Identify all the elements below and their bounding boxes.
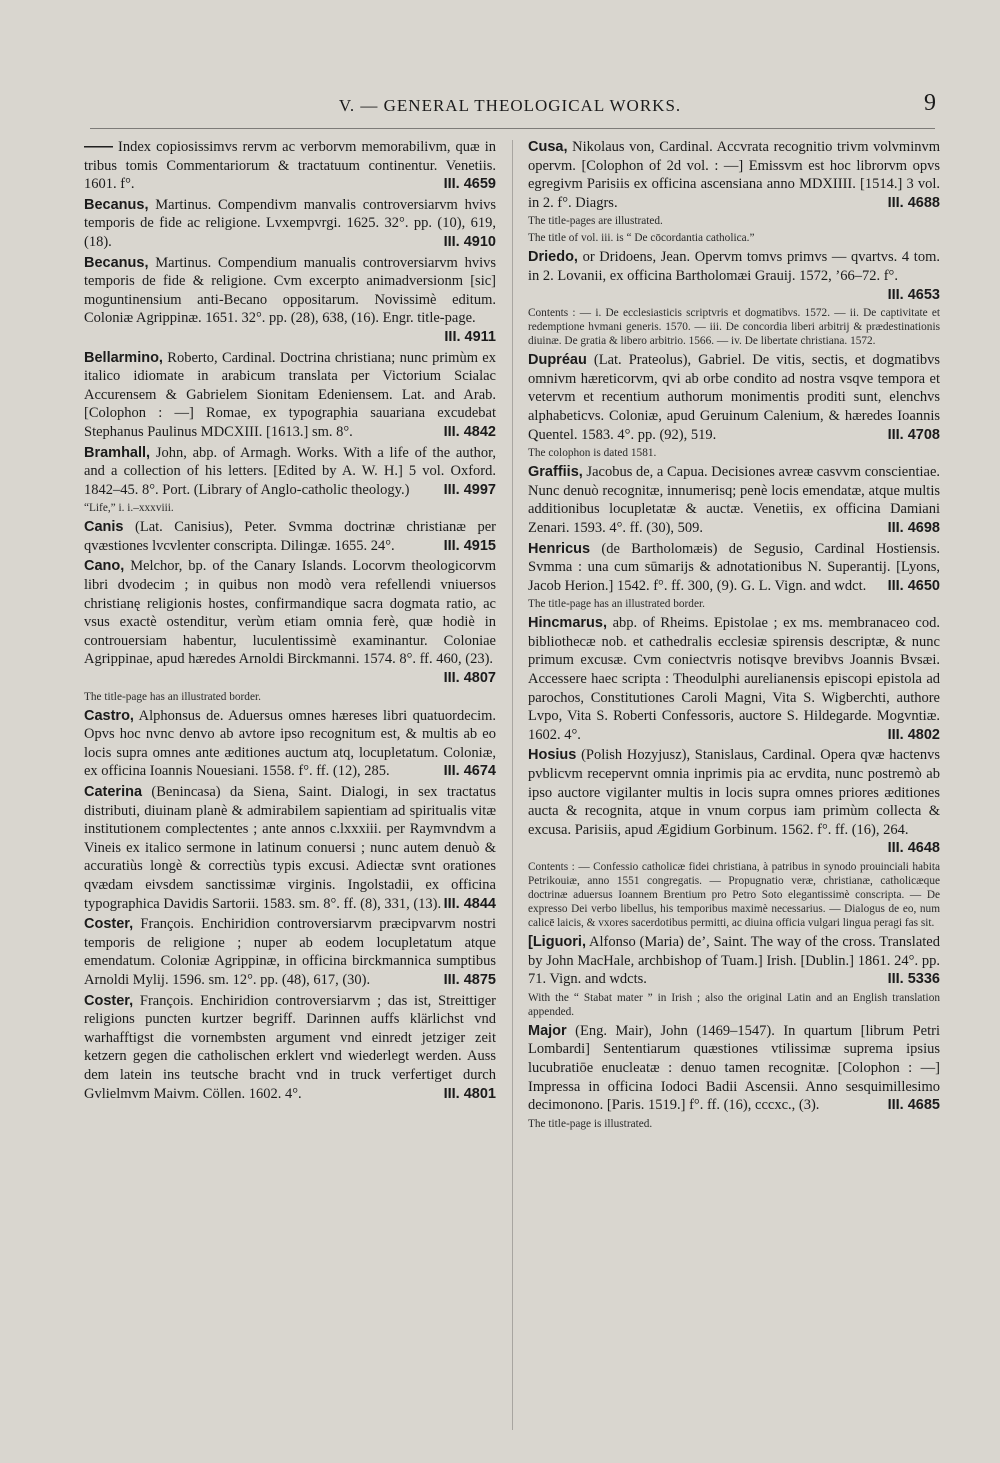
entry-heading: Becanus, <box>84 196 149 213</box>
entry-heading: Driedo, <box>528 249 578 266</box>
catalog-entry <box>528 1022 940 1115</box>
catalog-entry <box>528 933 940 989</box>
shelf-reference: III. 4875 <box>443 971 496 988</box>
shelf-reference: III. 4842 <box>443 423 496 440</box>
entry-heading: Coster, <box>84 992 134 1009</box>
shelf-reference: III. 4708 <box>887 426 940 443</box>
entry-text: Martinus. Compendivm manvalis controversiarvm hvivs temporis de fide ac religione. Lvxempvrgi. 1625. 32°. pp. (10), 619, (18). <box>84 196 496 250</box>
catalog-entry <box>528 351 940 444</box>
entry-text: (Eng. Mair), John (1469–1547). In quartum [librum Petri Lombardi] Sententiarum quæstiones vtilissimæ suprema ipsius lucubratiōe enucleatæ : denuo tamen recognitæ. [Colophon : —] Impressa in officina Iodoci Badii Ascensii. Anno sesquimillesimo decimonono. [Paris. 1519.] f°. ff. (16), cccxc., (3). <box>528 1022 940 1114</box>
entry-heading: Caterina <box>84 784 143 800</box>
catalog-entry <box>84 196 496 252</box>
entry-heading: Dupréau <box>528 352 587 369</box>
entry-text: Roberto, Cardinal. Doctrina christiana; nunc primùm ex italico idiomate in arabicum translata per Victorium Scialac Accurensem & Gabrielem Sionitam Edeniensem. Lat. and Arab. [Colophon : —] Romae, ex typographia sauariana excudebat Stephanus Paulinus MDCXIII. [1613.] sm. 8°. <box>84 349 496 440</box>
catalog-entry <box>528 746 940 858</box>
shelf-reference: III. 4648 <box>887 840 940 857</box>
entry-text: Alphonsus de. Aduersus omnes hæreses libri quatuordecim. Opvs hoc nvnc denvo ab avtore ipso recognitum est, & multis ab eo locis supra omnes ante æditiones auctum atq, locupletatum. Coloniæ, ex officina Ioannis Nouesiani. 1558. f°. ff. (12), 285. <box>84 707 496 780</box>
catalog-entry <box>528 138 940 212</box>
shelf-reference: III. 4997 <box>443 481 496 498</box>
catalog-entry <box>528 614 940 744</box>
right-column <box>528 138 940 1438</box>
catalog-note: Contents : — Confessio catholicæ fidei christiana, à patribus in synodo prouinciali habita Petrikouiæ, anno 1551 congregatis. — Propugnatio veræ, christianæ, catholicæque doctrinæ aduersus Ioannem Brentium pro Petro Soto elegantissimè conscripta. — De expresso Dei verbo libellus, his temporibus maximè necessarius. — Dialogus de eo, num calicē laicis, & vxores sacerdotibus permitti, ac diuina officia vulgari lingua peragi fas sit. <box>528 861 940 929</box>
shelf-reference: III. 4915 <box>443 537 496 554</box>
entry-text: abp. of Rheims. Epistolae ; ex ms. membranaceo cod. bibliothecæ nob. et cathedralis ecclesiæ spirensis descriptæ, & nunc primum excusæ. Cvm coniectvris notisqve brevibvs Joannis Bvsæi. Accessere haec scripta : Theodulphi aurelianensis episcopi epistola ad parochos, Constitutiones Caroli Magni, Vita S. Wigberchti, authore Lvpo, Vita S. Roberti Confessoris, auctore S. Hildegarde. Mogvntiæ. 1602. 4°. <box>528 615 940 743</box>
entry-heading: Cusa, <box>528 139 568 155</box>
catalog-entry <box>84 915 496 989</box>
column-divider <box>512 140 513 1430</box>
catalog-entry <box>84 992 496 1104</box>
entry-heading: Castro, <box>84 707 134 724</box>
entry-heading: Bramhall, <box>84 444 151 461</box>
header-rule <box>90 128 935 129</box>
entry-text: (de Bartholomæis) de Segusio, Cardinal Hostiensis. Svmma : una cum sūmarijs & adnotationibus N. Superantij. [Lyons, Jacob Herion.] 1542. f°. ff. 300, (9). G. L. Vign. and wdct. <box>528 540 940 594</box>
entry-heading: Becanus, <box>84 254 149 271</box>
entry-text: Melchor, bp. of the Canary Islands. Locorvm theologicorvm libri dvodecim ; in quibus non modò vera refellendi vniuersos christianę religionis hostes, confirmandique sacra dogmata ratio, ac vsus exactè ostenditur, verùm etiam omnia ferè, quæ hodiè in controuersiam habentur, luculentissimè examinantur. Coloniae Agrippinae, apud hæredes Arnoldi Birckmanni. 1574. 8°. ff. 460, (23). <box>84 558 496 668</box>
shelf-reference: III. 4910 <box>443 233 496 250</box>
catalog-entry <box>84 783 496 913</box>
catalog-note: With the “ Stabat mater ” in Irish ; also the original Latin and an English translation appended. <box>528 991 940 1018</box>
shelf-reference: III. 4659 <box>443 176 496 193</box>
entry-heading: Hosius <box>528 747 577 764</box>
catalog-entry <box>84 707 496 781</box>
entry-heading: Graffiis, <box>528 464 583 481</box>
catalog-entry <box>528 463 940 537</box>
left-column <box>84 138 496 1438</box>
page-number: 9 <box>924 90 936 116</box>
catalog-entry <box>528 248 940 304</box>
catalog-note: “Life,” i. i.–xxxviii. <box>84 502 174 515</box>
entry-text: (Benincasa) da Siena, Saint. Dialogi, in sex tractatus distributi, diuinam planè & admirabilem sapientiam ad spiritualis vitæ institutionem complectentes ; ante annos c.lxxxiii. per Raymvndvm a Vineis ex italico sermone in latinum conuersi ; nunc autem denuò & accuratiùs longè & correctiùs typis excusi. Adiectæ svnt orationes qvædam eivsdem sanctissimæ virginis. Ingolstadii, ex officina typographica Davidis Sartorii. 1583. sm. 8°. ff. (8), 331, (13). <box>84 784 496 912</box>
entry-text: or Dridoens, Jean. Opervm tomvs primvs — qvartvs. 4 tom. in 2. Lovanii, ex officina Bartholomæi Grauij. 1572, ’66–72. f°. <box>528 249 940 284</box>
shelf-reference: III. 4911 <box>444 328 496 345</box>
entry-text: Index copiosissimvs rervm ac verborvm memorabilivm, quæ in tribus tomis Commentariorum & tractatuum continentur. Venetiis. 1601. f°. <box>84 139 496 193</box>
entry-text: François. Enchiridion controversiarvm præcipvarvm nostri temporis de religione ; nuper ab eodem locupletatum atque emendatum. Coloniæ Agrippinæ, in officina birckmannica sumptibus Arnoldi Mylij. 1596. sm. 12°. pp. (48), 617, (30). <box>84 916 496 988</box>
catalog-entry <box>84 254 496 347</box>
catalog-note: The title-page has an illustrated border. <box>528 598 705 611</box>
catalog-note: The title-page is illustrated. <box>528 1117 653 1130</box>
shelf-reference: III. 4674 <box>443 763 496 780</box>
shelf-reference: III. 4807 <box>443 670 496 687</box>
catalog-entry <box>528 540 940 596</box>
catalog-entry <box>84 138 496 194</box>
catalog-note: The title-pages are illustrated. <box>528 215 663 228</box>
catalog-note: The title-page has an illustrated border. <box>84 690 261 703</box>
shelf-reference: III. 4802 <box>887 726 940 743</box>
catalog-entry <box>84 557 496 687</box>
entry-text: John, abp. of Armagh. Works. With a life of the author, and a collection of his letters. [Edited by A. W. H.] 5 vol. Oxford. 1842–45. 8°. Port. (Library of Anglo-catholic theology.) <box>84 444 496 498</box>
catalog-note: The title of vol. iii. is “ De cōcordantia catholica.” <box>528 232 755 245</box>
shelf-reference: III. 4801 <box>443 1085 496 1102</box>
shelf-reference: III. 4685 <box>887 1097 940 1114</box>
entry-heading: Hincmarus, <box>528 615 607 632</box>
shelf-reference: III. 4698 <box>887 519 940 536</box>
entry-text: (Lat. Canisius), Peter. Svmma doctrinæ christianæ per qvæstiones lvcvlenter conscripta. Dilingæ. 1655. 24°. <box>84 519 496 554</box>
entry-heading: Coster, <box>84 916 134 933</box>
shelf-reference: III. 4688 <box>887 194 940 211</box>
entry-text: Alfonso (Maria) de’, Saint. The way of the cross. Translated by John MacHale, archbishop of Tuam.] Irish. [Dublin.] 1861. 24°. pp. 71. Vign. and wdcts. <box>528 934 940 988</box>
shelf-reference: III. 4653 <box>887 286 940 303</box>
catalog-entry <box>84 444 496 500</box>
entry-text: Nikolaus von, Cardinal. Accvrata recognitio trivm volvminvm opervm. [Colophon of 2d vol. : —] Emissvm est hoc librorvm opvs egregivm Parisiis ex officina ascensiana anno MDXIIII. [1514.] 3 vol. in 2. f°. Diagrs. <box>528 139 940 211</box>
shelf-reference: III. 5336 <box>887 971 940 988</box>
catalog-note: The colophon is dated 1581. <box>528 447 657 460</box>
running-title: V. — GENERAL THEOLOGICAL WORKS. <box>338 96 682 115</box>
catalog-note: Contents : — i. De ecclesiasticis scriptvris et dogmatibvs. 1572. — ii. De captivitate et redemptione hvmani generis. 1570. — iii. De concordia liberi arbitrij & prædestinationis diuinæ. De gratia & libero arbitrio. 1566. — iv. De libertate christiana. 1572. <box>528 307 940 348</box>
entry-heading: Major <box>528 1022 567 1039</box>
entry-heading: Canis <box>84 519 124 536</box>
entry-heading: Cano, <box>84 558 125 575</box>
shelf-reference: III. 4844 <box>443 895 496 912</box>
entry-heading: Bellarmino, <box>84 349 163 366</box>
entry-text: (Lat. Prateolus), Gabriel. De vitis, sectis, et dogmatibvs omnivm hæreticorvm, qvi ab orbe condito ad nostra vsqve tempora et vetervm et recentium authorum monimentis proditi sunt, elenchvs alphabeticvs. Coloniæ, apud Geruinum Calenium, & hæredes Ioannis Quentel. 1583. 4°. pp. (92), 519. <box>528 352 940 443</box>
catalog-entry <box>84 349 496 442</box>
entry-heading: —— <box>84 139 113 155</box>
catalog-entry <box>84 518 496 555</box>
entry-text: François. Enchiridion controversiarvm ; das ist, Streittiger religions puncten kurtzer begriff. Darinnen auffs klärlichst vnd warhafftigst die vornembsten argument vnd einredt jetziger zeit ketzern gegen die catholischen erklert vnd wiederlegt werden. Auss dem latein ins teutsche bracht vnd in truck verfertiget durch Gvlielmvm Maivm. Cöllen. 1602. 4°. <box>84 992 496 1102</box>
entry-text: (Polish Hozyjusz), Stanislaus, Cardinal. Opera qvæ hactenvs pvblicvm recepervnt omnia inprimis pia ac ervdita, nunc postremò ab ipso auctore vigilanter multis in locis supra omnes priores æditiones aucta & recognita, atque in vnum corpus iam primùm collecta & excusa. Parisiis, apud Ægidium Gorbinum. 1562. f°. ff. (16), 264. <box>528 747 940 838</box>
entry-heading: Henricus <box>528 540 591 557</box>
entry-text: Martinus. Compendium manualis controversiarvm hvivs temporis de fide & religione. Cvm excerpto animadversionm [sic] moguntinensium anti-Becano oppositarum. Novissimè editum. Coloniæ Agrippinæ. 1651. 32°. pp. (28), 638, (16). Engr. title-page. <box>84 254 496 327</box>
entry-heading: [Liguori, <box>528 934 586 950</box>
page-header <box>0 90 1000 128</box>
shelf-reference: III. 4650 <box>887 577 940 594</box>
entry-text: Jacobus de, a Capua. Decisiones avreæ casvvm conscientiae. Nunc denuò recognitæ, innumerisq; penè locis emendatæ, atque multis additionibus locupletatæ & auctæ. Venetiis, ex officina Damiani Zenari. 1593. 4°. ff. (30), 509. <box>528 464 940 536</box>
